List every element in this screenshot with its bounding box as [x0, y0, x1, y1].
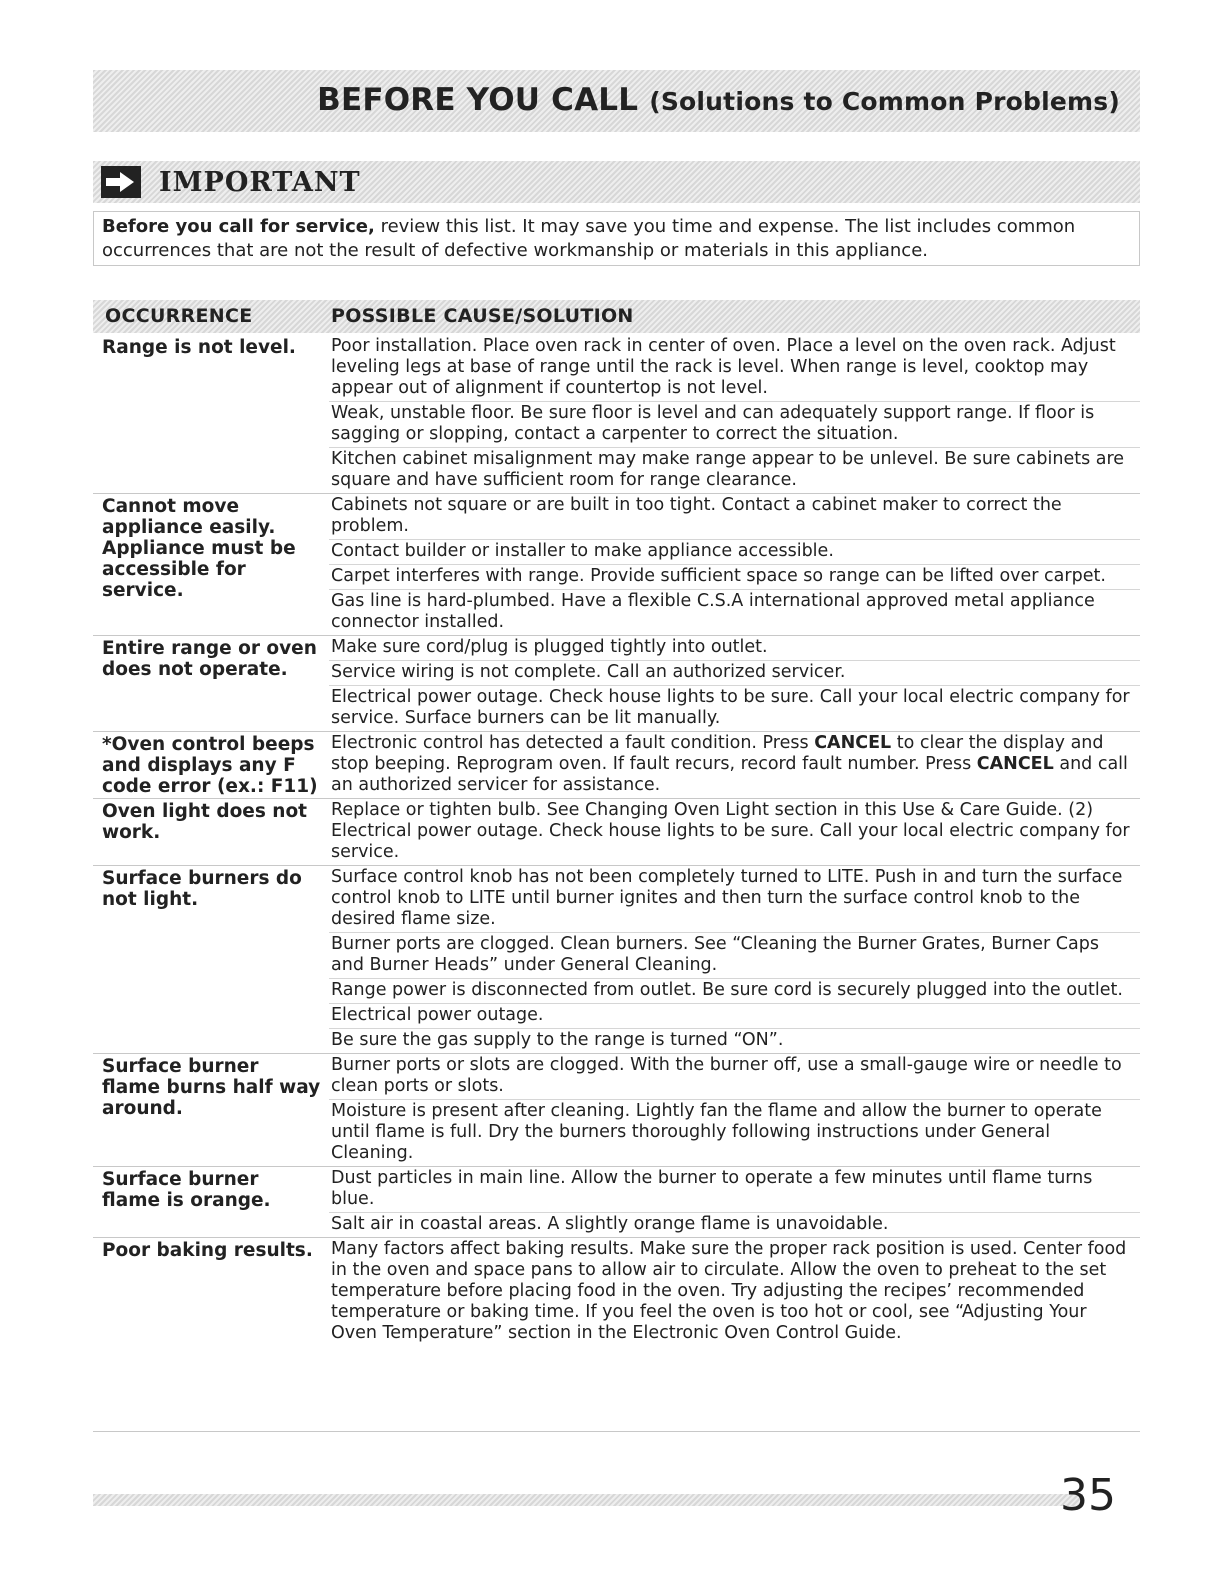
cause-item: Electrical power outage. [329, 1003, 1140, 1028]
cause-item: Carpet interferes with range. Provide sufficient space so range can be lifted over carpet. [329, 564, 1140, 589]
solution-cell [329, 732, 1140, 798]
cause-item: Range power is disconnected from outlet. Be sure cord is securely plugged into the outlet. [329, 978, 1140, 1003]
solution-cell [329, 1054, 1140, 1166]
occurrence-cell: *Oven control beeps and displays any F code error (ex.: F11) [102, 734, 318, 797]
occurrence-cell: Cannot move appliance easily. Appliance must be accessible for service. [102, 496, 296, 601]
title-subtitle: (Solutions to Common Problems) [649, 87, 1120, 116]
solution-cell [329, 335, 1140, 493]
cause-item: Weak, unstable floor. Be sure floor is level and can adequately support range. If floor is sagging or slopping, contact a carpenter to correct the situation. [329, 401, 1140, 447]
cause-item: Salt air in coastal areas. A slightly orange flame is unavoidable. [329, 1212, 1140, 1237]
cause-item: Dust particles in main line. Allow the burner to operate a few minutes until flame turns blue. [331, 1168, 1093, 1209]
solution-cell [329, 1167, 1140, 1237]
table-row [93, 335, 1140, 493]
solution-cell [329, 1238, 1140, 1346]
footer-bar [93, 1494, 1083, 1506]
table-row [93, 635, 1140, 731]
occurrence-cell: Poor baking results. [102, 1240, 313, 1261]
column-header-solution: POSSIBLE CAUSE/SOLUTION [331, 305, 634, 327]
table-row [93, 865, 1140, 1053]
solution-cell [329, 866, 1140, 1053]
cause-item: Gas line is hard-plumbed. Have a flexible C.S.A international approved metal appliance connector installed. [329, 589, 1140, 635]
solution-cell [329, 799, 1140, 865]
important-body: review this list. It may save you time and expense. The list includes common occurrences that are not the result of defective workmanship or materials in this appliance. [102, 216, 1076, 261]
cause-item: Contact builder or installer to make appliance accessible. [329, 539, 1140, 564]
cause-item: Burner ports or slots are clogged. With the burner off, use a small-gauge wire or needle to clean ports or slots. [331, 1055, 1122, 1096]
title-main: BEFORE YOU CALL [317, 82, 639, 118]
occurrence-cell: Surface burners do not light. [102, 868, 302, 910]
cause-item: Be sure the gas supply to the range is turned “ON”. [329, 1028, 1140, 1053]
important-lead: Before you call for service, [102, 216, 375, 237]
table-row [93, 731, 1140, 798]
cause-item: Moisture is present after cleaning. Lightly fan the flame and allow the burner to operate until flame is full. Dry the burners thoroughly following instructions under General Cleaning. [329, 1099, 1140, 1166]
cause-item: Many factors affect baking results. Make sure the proper rack position is used. Center food in the oven and space pans to allow air to circulate. Allow the oven to preheat to the set temperature before placing food in the oven. Try adjusting the recipes’ recommended temperature or baking time. If you feel the oven is too hot or cool, see “Adjusting Your Oven Temperature” section in the Electronic Oven Control Guide. [331, 1239, 1127, 1343]
cause-item: Electronic control has detected a fault condition. Press CANCEL to clear the display and stop beeping. Reprogram oven. If fault recurs, record fault number. Press CANCEL and call an authorized servicer for assistance. [331, 733, 1128, 795]
cause-item: Make sure cord/plug is plugged tightly into outlet. [331, 637, 768, 657]
table-row [93, 493, 1140, 635]
cause-item: Burner ports are clogged. Clean burners. See “Cleaning the Burner Grates, Burner Caps and Burner Heads” under General Cleaning. [329, 932, 1140, 978]
important-title: IMPORTANT [159, 167, 361, 198]
occurrence-cell: Surface burner flame is orange. [102, 1169, 271, 1211]
column-header-occurrence: OCCURRENCE [105, 305, 253, 327]
page-number: 35 [1060, 1470, 1116, 1521]
arrow-right-icon [101, 166, 141, 198]
table-header [93, 300, 1140, 333]
cause-item: Electrical power outage. Check house lights to be sure. Call your local electric company for service. Surface burners can be lit manually. [329, 685, 1140, 731]
cause-item: Service wiring is not complete. Call an authorized servicer. [329, 660, 1140, 685]
solution-cell [329, 494, 1140, 635]
cause-item: Poor installation. Place oven rack in center of oven. Place a level on the oven rack. Adjust leveling legs at base of range until the rack is level. When range is level, cooktop may appear out of alignment if countertop is not level. [331, 336, 1116, 398]
occurrence-cell: Range is not level. [102, 337, 296, 358]
solution-cell [329, 636, 1140, 731]
important-text [93, 211, 1140, 266]
cause-item: Cabinets not square or are built in too tight. Contact a cabinet maker to correct the problem. [331, 495, 1062, 536]
occurrence-cell: Surface burner flame burns half way around. [102, 1056, 321, 1119]
occurrence-cell: Entire range or oven does not operate. [102, 638, 317, 680]
header-banner [93, 70, 1140, 132]
page-title [317, 82, 1120, 118]
cause-item: Replace or tighten bulb. See Changing Oven Light section in this Use & Care Guide. (2) Electrical power outage. Check house lights to be sure. Call your local electric company for service. [331, 800, 1130, 862]
important-bar [93, 161, 1140, 203]
table-row [93, 1237, 1140, 1346]
table-row [93, 798, 1140, 865]
troubleshooting-table [93, 335, 1140, 1432]
cause-item: Surface control knob has not been completely turned to LITE. Push in and turn the surface control knob to LITE until burner ignites and then turn the surface control knob to the desired flame size. [331, 867, 1123, 929]
occurrence-cell: Oven light does not work. [102, 801, 307, 843]
table-row [93, 1166, 1140, 1237]
cause-item: Kitchen cabinet misalignment may make range appear to be unlevel. Be sure cabinets are square and have sufficient room for range clearance. [329, 447, 1140, 493]
table-row [93, 1053, 1140, 1166]
